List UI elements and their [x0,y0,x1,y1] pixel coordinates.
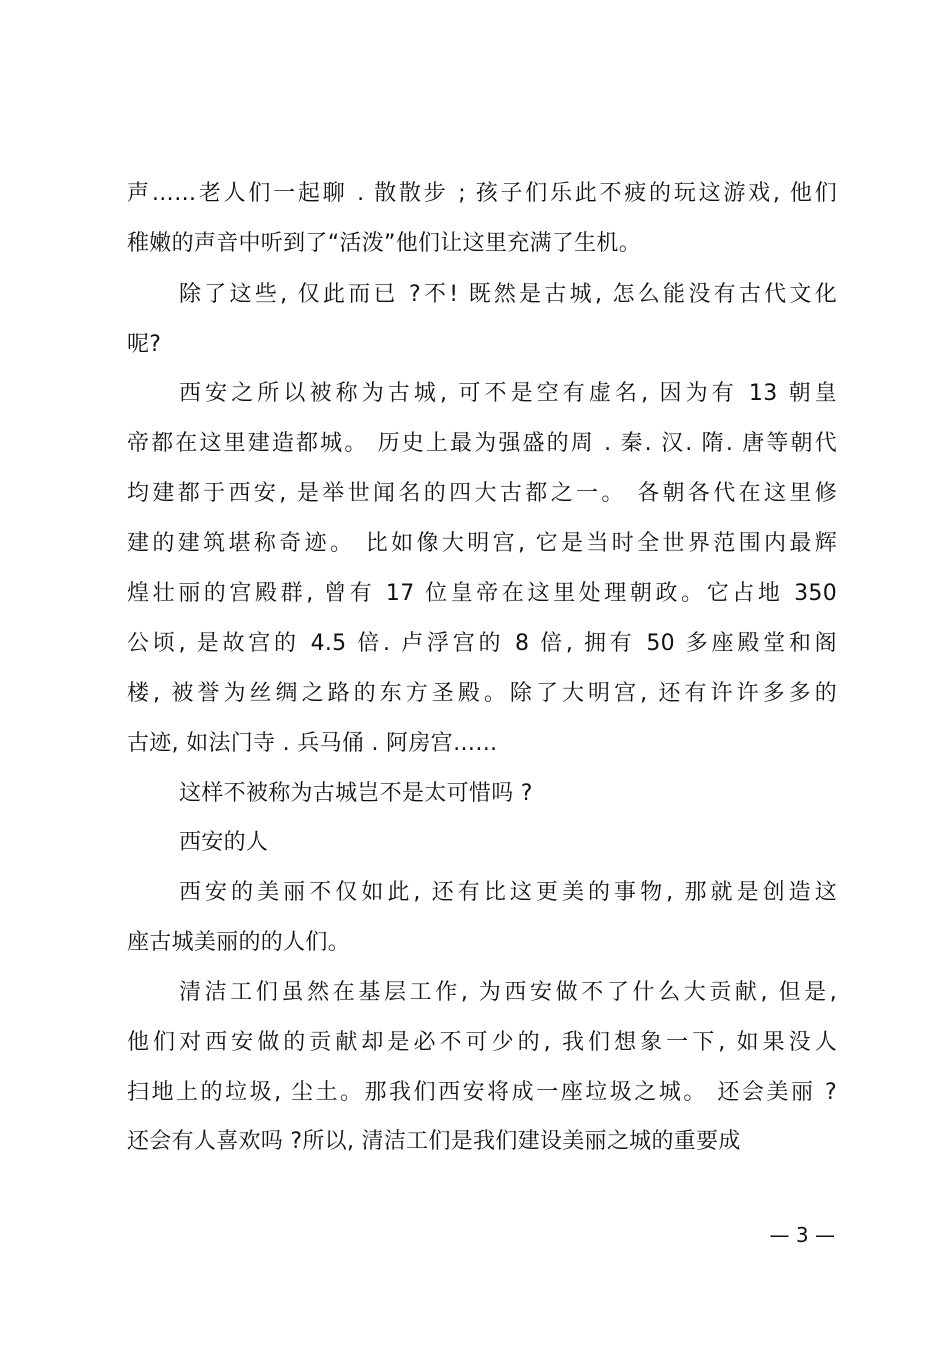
text-line: 清洁工们虽然在基层工作, 为西安做不了什么大贡献, 但是, [179,980,837,1005]
text-line: 西安之所以被称为古城, 可不是空有虚名, 因为有 13 朝皇 [179,381,837,406]
text-line: 声……老人们一起聊 . 散散步 ; 孩子们乐此不疲的玩这游戏, 他们 [127,181,837,206]
text-line: 还会有人喜欢吗 ?所以, 清洁工们是我们建设美丽之城的重要成 [127,1129,741,1154]
text-line: 楼, 被誉为丝绸之路的东方圣殿。除了大明宫, 还有许许多多的 [127,681,837,706]
text-line: 帝都在这里建造都城。 历史上最为强盛的周 . 秦. 汉. 隋. 唐等朝代 [127,431,837,456]
text-line: 这样不被称为古城岂不是太可惜吗 ? [179,781,533,806]
text-line: 均建都于西安, 是举世闻名的四大古都之一。 各朝各代在这里修 [127,481,837,506]
text-line: 稚嫩的声音中听到了“活泼”他们让这里充满了生机。 [127,231,641,256]
section-heading: 西安的人 [179,830,269,855]
page-number: — 3 — [769,1223,835,1247]
text-line: 建的建筑堪称奇迹。 比如像大明宫, 它是当时全世界范围内最辉 [127,531,837,556]
text-line: 他们对西安做的贡献却是必不可少的, 我们想象一下, 如果没人 [127,1030,837,1055]
text-line: 呢? [127,332,162,357]
text-line: 除了这些, 仅此而已 ?不! 既然是古城, 怎么能没有古代文化 [179,282,837,307]
text-line: 扫地上的垃圾, 尘土。那我们西安将成一座垃圾之城。 还会美丽 ? [127,1080,837,1105]
text-line: 西安的美丽不仅如此, 还有比这更美的事物, 那就是创造这 [179,880,837,905]
text-line: 公顷, 是故宫的 4.5 倍. 卢浮宫的 8 倍, 拥有 50 多座殿堂和阁 [127,631,837,656]
text-line: 座古城美丽的的人们。 [127,930,351,955]
text-line: 古迹, 如法门寺 . 兵马俑 . 阿房宫…… [127,731,498,756]
text-line: 煌壮丽的宫殿群, 曾有 17 位皇帝在这里处理朝政。它占地 350 [127,581,837,606]
